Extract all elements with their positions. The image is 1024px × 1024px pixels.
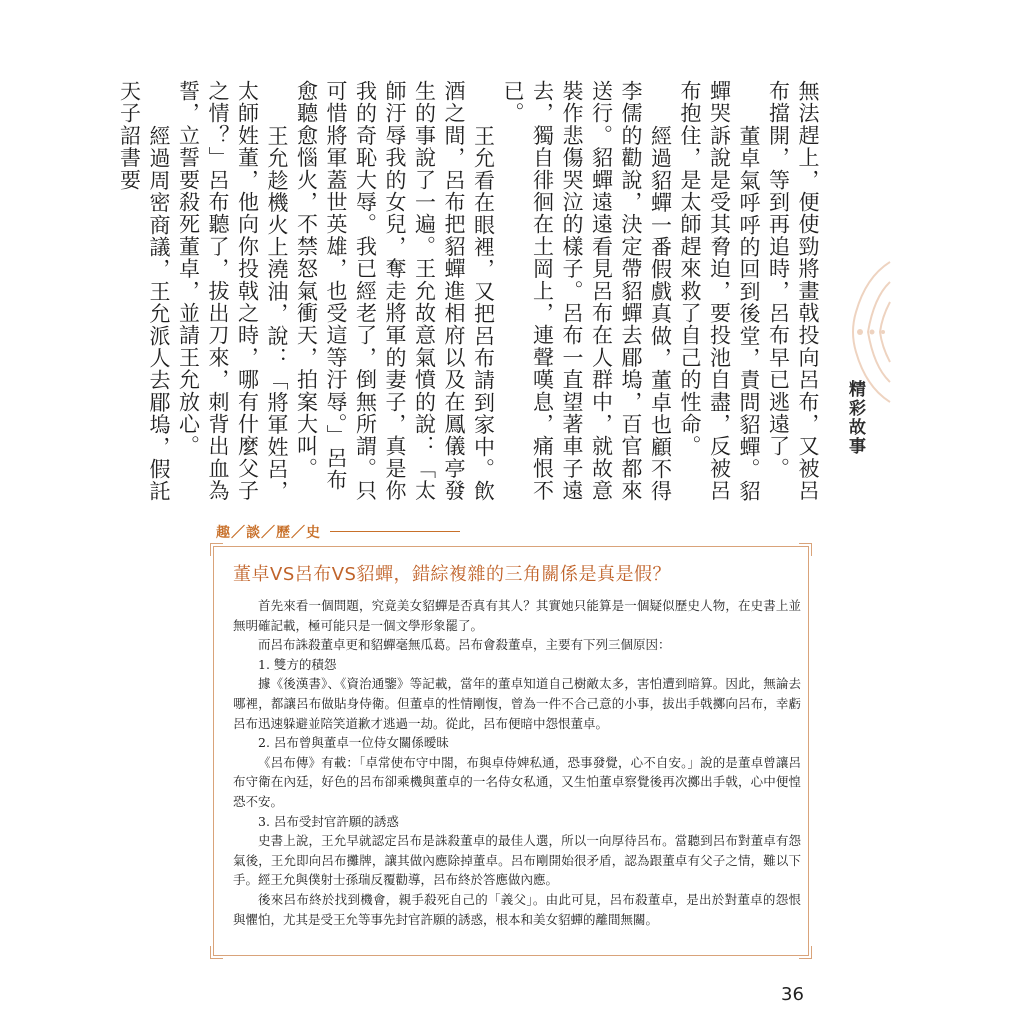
- story-paragraph-6: 經過周密商議，王允派人去郿塢，假託天子詔書要: [117, 80, 171, 503]
- heading-rule: [330, 531, 460, 532]
- story-paragraph-3: 經過貂蟬一番假戲真做，董卓也顧不得李儒的勸說，決定帶貂蟬去郿塢，百官都來送行。貂蟬遠遠看見呂布在人群中，就故意裝作悲傷哭泣的樣子。呂布一直望著車子遠去，獨自徘徊在土岡上，連聲嘆息，痛恨不已。: [501, 80, 673, 503]
- sidebar-paragraph-3: 史書上說，王允早就認定呂布是誅殺董卓的最佳人選，所以一向厚待呂布。當聽到呂布對董卓有怨氣後，王允即向呂布攤牌，讓其做內應除掉董卓。呂布剛開始很矛盾，認為跟董卓有父子之情，難以下手。經王允與僕射士孫瑞反覆勸導，呂布終於答應做內應。: [233, 833, 801, 888]
- page-number: 36: [781, 984, 804, 1005]
- sidebar-paragraph-1: 據《後漢書》、《資治通鑒》等記載，當年的董卓知道自己樹敵太多，害怕遭到暗算。因此，無論去哪裡，都讓呂布做貼身侍衛。但董卓的性情剛愎，曾為一件不合己意的小事，拔出手戟擲向呂布，幸虧呂布迅速躲避並陪笑道歉才逃過一劫。從此，呂布便暗中怨恨董卓。: [233, 676, 801, 731]
- sidebar-subheading-2: 2. 呂布曾與董卓一位侍女關係曖昧: [258, 735, 449, 751]
- sidebar-subheading-1: 1. 雙方的積怨: [258, 656, 337, 672]
- main-vertical-text: [117, 80, 822, 510]
- sidebar-paragraph-intro: 首先來看一個問題，究竟美女貂蟬是否真有其人？其實她只能算是一個疑似歷史人物，在史書上並無明確記載，極可能只是一個文學形象罷了。: [233, 598, 801, 633]
- sidebar-paragraph-conclusion: 後來呂布終於找到機會，親手殺死自己的「義父」。由此可見，呂布殺董卓，是出於對董卓的怨恨與懼怕，尤其是受王允等事先封官許願的誘惑，根本和美女貂蟬的離間無關。: [233, 891, 801, 927]
- corner-decoration: [210, 543, 223, 556]
- story-paragraph-1: 無法趕上，便使勁將畫戟投向呂布，又被呂布擋開，等到再追時，呂布早已逃遠了。: [766, 80, 820, 502]
- corner-decoration: [799, 946, 812, 959]
- sidebar-heading: 趣／談／歷／史: [216, 525, 321, 541]
- corner-decoration: [799, 543, 812, 556]
- sidebar-paragraph-reasons: 而呂布誅殺董卓更和貂蟬毫無瓜葛。呂布會殺董卓，主要有下列三個原因：: [258, 637, 671, 653]
- sidebar-title: 董卓VS呂布VS貂蟬，錯綜複雜的三角關係是真是假？: [233, 564, 671, 585]
- story-paragraph-5: 王允趁機火上澆油，說：「將軍姓呂，太師姓董，他向你投戟之時，哪有什麼父子之情？」呂布聽了，拔出刀來，刺背出血為誓，立誓要殺死董卓，並請王允放心。: [176, 80, 289, 503]
- corner-decoration: [210, 946, 223, 959]
- sidebar-subheading-3: 3. 呂布受封官許願的誘惑: [258, 813, 399, 829]
- story-paragraph-2: 董卓氣呼呼的回到後堂，責問貂蟬。貂蟬哭訴說是受其脅迫，要投池自盡，反被呂布抱住，是太師趕來救了自己的性命。: [678, 80, 761, 503]
- sidebar-paragraph-2: 《呂布傳》有載：「卓常使布守中閤，布與卓侍婢私通，恐事發覺，心不自安。」說的是董卓曾讓呂布守衛在內廷，好色的呂布卻乘機與董卓的一名侍女私通，又生怕董卓察覺後再次擲出手戟，心中便惶恐不安。: [233, 754, 801, 809]
- sidebar-body: [233, 596, 801, 929]
- story-paragraph-4: 王允看在眼裡，又把呂布請到家中。飲酒之間，呂布把貂蟬進相府以及在鳳儀亭發生的事說了一遍。王允故意氣憤的說：「太師汙辱我的女兒，奪走將軍的妻子，真是你我的奇恥大辱。我已經老了，倒無所謂。只可惜將軍蓋世英雄，也受這等汙辱。」呂布愈聽愈惱火，不禁怒氣衝天，拍案大叫。: [294, 80, 496, 503]
- section-tag: 精彩故事: [845, 380, 865, 456]
